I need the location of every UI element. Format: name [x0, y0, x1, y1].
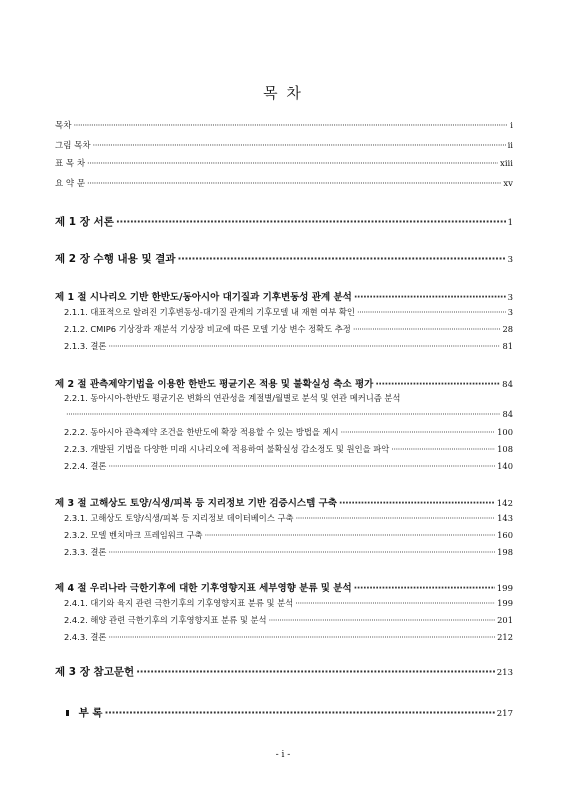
toc-label: 2.4.3. 결론	[64, 632, 107, 642]
toc-label: 2.1.3. 결론	[64, 341, 107, 351]
toc-label: 제 3 절 고해상도 토양/식생/피복 등 지리정보 기반 검증시스템 구축	[55, 498, 337, 509]
toc-page: 160	[497, 530, 513, 540]
toc-page: 198	[497, 547, 513, 557]
leader-dots	[66, 409, 500, 419]
toc-page: 199	[497, 598, 513, 608]
toc-page: 142	[496, 499, 513, 509]
toc-page: 212	[497, 632, 513, 642]
toc-page: 100	[497, 427, 513, 437]
toc-label: 제 2 절 관측제약기법을 이용한 한반도 평균기온 적용 및 불확실성 축소 평가	[55, 379, 374, 390]
toc-page: 1	[507, 218, 513, 228]
toc-subsection[interactable]	[64, 614, 513, 626]
toc-page: 84	[502, 380, 513, 390]
leader-dots	[87, 159, 498, 169]
page-number-footer: - i -	[275, 750, 291, 760]
toc-label: 2.3.2. 모델 벤치마크 프레임워크 구축	[64, 530, 203, 540]
leader-dots	[357, 307, 506, 317]
toc-label: 부 록	[78, 707, 103, 719]
leader-dots	[108, 632, 495, 642]
toc-entry[interactable]	[55, 119, 513, 131]
toc-subsection[interactable]	[64, 323, 513, 335]
toc-page: i	[510, 121, 513, 131]
toc-label: 2.4.1. 대기와 육지 관련 극한기후의 기후영향지표 분류 및 분석	[64, 598, 294, 608]
leader-dots	[136, 666, 495, 678]
leader-dots	[341, 427, 496, 437]
toc-page: 3	[507, 307, 513, 317]
toc-page: 201	[497, 615, 513, 625]
toc-label: 제 3 장 참고문헌	[55, 666, 135, 678]
toc-page: 84	[502, 409, 513, 419]
toc-label: 표 목 차	[55, 159, 86, 169]
toc-entry[interactable]	[55, 177, 513, 189]
leader-dots	[73, 121, 508, 131]
toc-entry[interactable]	[55, 157, 513, 169]
toc-subsection[interactable]	[64, 546, 513, 558]
toc-label: 제 1 절 시나리오 기반 한반도/동아시아 대기질과 기후변동성 관계 분석	[55, 292, 352, 303]
leader-dots	[108, 341, 500, 351]
leader-dots	[116, 216, 506, 228]
leader-dots	[353, 324, 501, 334]
toc-subsection[interactable]	[64, 306, 513, 318]
toc-label: 목차	[55, 121, 72, 131]
toc-section-1[interactable]	[55, 289, 513, 303]
toc-label: 2.3.3. 결론	[64, 547, 107, 557]
toc-label: 요 약 문	[55, 179, 86, 189]
page-title: 목 차	[263, 84, 303, 102]
toc-page: 213	[496, 668, 513, 678]
toc-page: 108	[497, 444, 513, 454]
leader-dots	[354, 292, 506, 303]
leader-dots	[296, 513, 496, 523]
toc-label: 2.4.2. 해양 관련 극한기후의 기후영향지표 분류 및 분석	[64, 615, 267, 625]
toc-label: 2.2.3. 개발된 기법을 다양한 미래 시나리오에 적용하여 불확실성 감소정도 및 원인을 파악	[64, 444, 390, 454]
toc-appendix[interactable]	[66, 705, 513, 720]
toc-label: 그림 목차	[55, 141, 91, 151]
toc-page: 81	[502, 341, 513, 351]
toc-page: 143	[497, 513, 513, 523]
toc-label: 제 1 장 서론	[55, 216, 114, 228]
leader-dots	[354, 583, 495, 594]
toc-subsection[interactable]	[64, 443, 513, 455]
toc-label: 2.1.2. CMIP6 기상장과 재분석 기상장 비교에 따른 모델 기상 변수 정확도 추정	[64, 324, 351, 334]
toc-label: 2.2.4. 결론	[64, 461, 107, 471]
toc-page: 3	[507, 293, 513, 303]
leader-dots	[178, 253, 506, 265]
toc-subsection[interactable]	[64, 426, 513, 438]
toc-label: 2.3.1. 고해상도 토양/식생/피복 등 지리정보 데이터베이스 구축	[64, 513, 294, 523]
toc-page: 28	[502, 324, 513, 334]
leader-dots	[205, 530, 496, 540]
toc-label: 2.1.1. 대표적으로 알려진 기후변동성-대기질 관계의 기후모델 내 재현 여부 확인	[64, 307, 355, 317]
leader-dots	[87, 179, 501, 189]
toc-page: 217	[496, 709, 513, 719]
toc-page: xiii	[500, 159, 513, 169]
toc-label: 제 4 절 우리나라 극한기후에 대한 기후영향지표 세부영향 분류 및 분석	[55, 583, 352, 594]
toc-page: 3	[507, 255, 513, 265]
toc-chapter-1[interactable]	[55, 214, 513, 229]
leader-dots	[269, 615, 496, 625]
toc-subsection-continuation[interactable]	[64, 409, 513, 419]
leader-dots	[375, 379, 500, 390]
leader-dots	[391, 444, 495, 454]
toc-entry[interactable]	[55, 139, 513, 151]
toc-page: 140	[497, 461, 513, 471]
toc-section-4[interactable]	[55, 580, 513, 594]
leader-dots	[295, 598, 495, 608]
toc-chapter-3[interactable]	[55, 664, 513, 679]
leader-dots	[105, 707, 495, 719]
toc-subsection-wrapped-line[interactable]: 2.2.1. 동아시아-한반도 평균기온 변화의 연관성을 계절별/월별로 분석 및 연관 메커니즘 분석	[64, 393, 401, 403]
toc-page: 199	[496, 584, 513, 594]
toc-subsection[interactable]	[64, 512, 513, 524]
leader-dots	[108, 461, 495, 471]
toc-section-3[interactable]	[55, 495, 513, 509]
toc-subsection[interactable]	[64, 340, 513, 352]
toc-subsection[interactable]	[64, 529, 513, 541]
toc-subsection[interactable]	[64, 631, 513, 643]
toc-section-2[interactable]	[55, 376, 513, 390]
toc-subsection[interactable]	[64, 597, 513, 609]
toc-page: ii	[507, 141, 513, 151]
toc-subsection[interactable]	[64, 460, 513, 472]
toc-chapter-2[interactable]	[55, 251, 513, 266]
square-bullet-icon	[66, 710, 69, 716]
toc-label: 2.2.2. 동아시아 관측제약 조건을 한반도에 확장 적용할 수 있는 방법을 제시	[64, 427, 339, 437]
toc-page: xv	[503, 179, 513, 189]
leader-dots	[339, 498, 495, 509]
toc-label: 제 2 장 수행 내용 및 결과	[55, 253, 176, 265]
leader-dots	[93, 141, 506, 151]
leader-dots	[108, 547, 495, 557]
